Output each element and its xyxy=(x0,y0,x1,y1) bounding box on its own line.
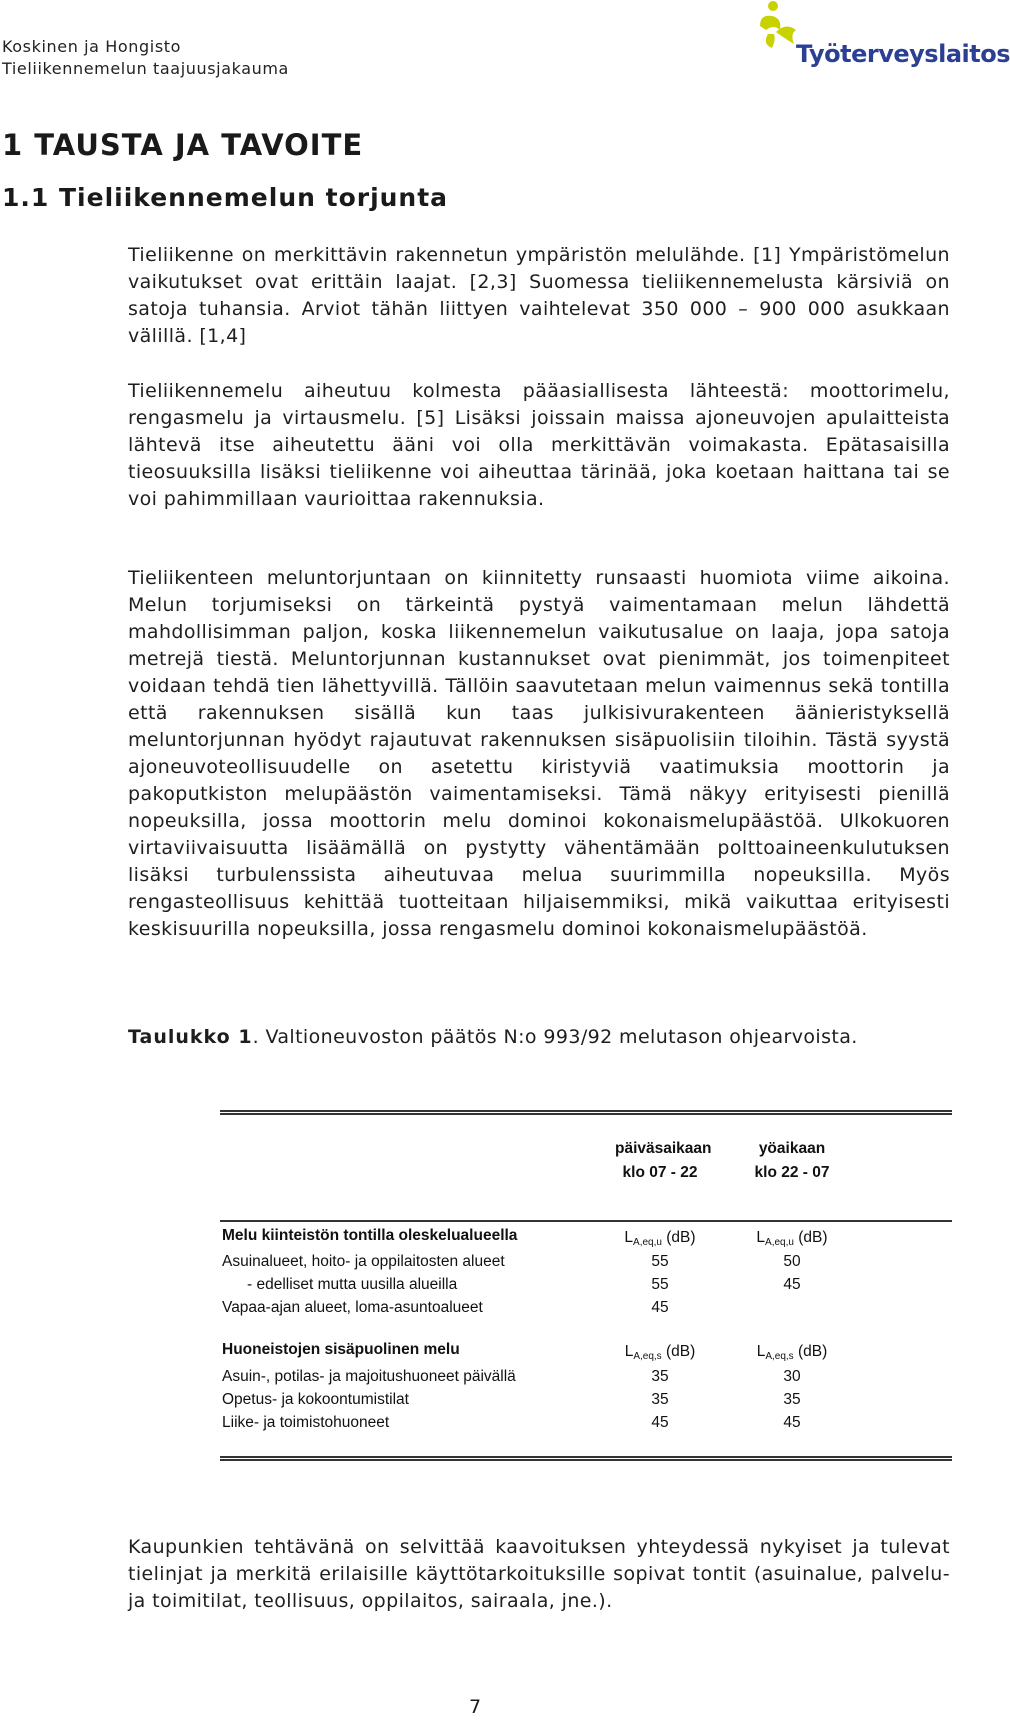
table-bottom-rule xyxy=(220,1456,952,1461)
paragraph-4: Kaupunkien tehtävänä on selvittää kaavoituksen yhteydessä nykyiset ja tulevat tielinjat ja merkitä erilaisille käyttötarkoituksille sopivat tontit (asuinalue, palvelu- ja toimitilat, teollisuus, oppilaitos, sairaala, jne.). xyxy=(128,1536,950,1612)
header-authors: Koskinen ja Hongisto xyxy=(2,37,182,56)
table-cell-night: 45 xyxy=(783,1276,801,1293)
section-outdoor-title: Melu kiinteistön tontilla oleskelualueella xyxy=(222,1227,518,1244)
section-indoor-unit-day: LA,eq,s (dB) xyxy=(624,1343,696,1362)
col-night-header: yöaikaan xyxy=(758,1140,826,1157)
header-doc-title: Tieliikennemelun taajuusjakauma xyxy=(2,59,289,78)
table-caption xyxy=(128,1024,950,1051)
table-row-label: Asuinalueet, hoito- ja oppilaitosten alueet xyxy=(222,1253,505,1270)
table-cell-day: 45 xyxy=(651,1299,669,1316)
table-row-label: Vapaa-ajan alueet, loma-asuntoalueet xyxy=(222,1299,483,1316)
caption-label: Taulukko 1 xyxy=(128,1026,253,1048)
table-cell-night: 50 xyxy=(783,1253,801,1270)
table-cell-day: 45 xyxy=(651,1414,669,1431)
chapter-heading: 1 TAUSTA JA TAVOITE xyxy=(2,128,364,162)
table-row-label: Asuin-, potilas- ja majoitushuoneet päivällä xyxy=(222,1368,516,1385)
noise-guideline-table xyxy=(220,1110,952,1464)
table-header-rule xyxy=(220,1220,952,1222)
table-cell-day: 55 xyxy=(651,1253,669,1270)
section-outdoor-unit-night: LA,eq,u (dB) xyxy=(756,1229,828,1248)
section-indoor-unit-night: LA,eq,s (dB) xyxy=(756,1343,828,1362)
table-cell-night: 35 xyxy=(783,1391,801,1408)
running-header xyxy=(2,36,289,80)
paragraph-1: Tieliikenne on merkittävin rakennetun ympäristön melulähde. [1] Ympäristömelun vaikutukset ovat erittäin laajat. [2,3] Suomessa tieliikennemelusta kärsiviä on satoja tuhansia. Arviot tähän liittyen vaihtelevat 350 000 – 900 000 asukkaan välillä. [1,4] xyxy=(128,244,950,347)
section-outdoor-unit-day: LA,eq,u (dB) xyxy=(624,1229,696,1248)
table-top-rule xyxy=(220,1110,952,1115)
caption-text: . Valtioneuvoston päätös N:o 993/92 melutason ohjearvoista. xyxy=(252,1026,858,1048)
col-day-header: päiväsaikaan xyxy=(615,1140,712,1157)
page-number: 7 xyxy=(468,1696,482,1718)
col-night-hours: klo 22 - 07 xyxy=(754,1164,830,1181)
table-row-label: Liike- ja toimistohuoneet xyxy=(222,1414,390,1431)
paragraph-3: Tieliikenteen meluntorjuntaan on kiinnitetty runsaasti huomiota viime aikoina. Melun torjumiseksi on tärkeintä pystyä vaimentamaan melun lähdettä mahdollisimman paljon, koska liikennemelun vaikutusalue on laaja, jopa satoja metrejä tiestä. Meluntorjunnan kustannukset ovat pienimmät, jos toimenpiteet voidaan tehdä tien lähettyvillä. Tällöin saavutetaan melun vaimennus sekä tontilla että rakennuksen sisällä kun taas julkisivurakenteen äänieristyksellä meluntorjunnan hyödyt rajautuvat rakennuksen sisäpuolisiin tiloihin. Tästä syystä ajoneuvoteollisuudelle on asetettu kiristyviä vaatimuksia moottorin ja pakoputkiston melupäästön vaimentamiseksi. Tämä näkyy erityisesti pienillä nopeuksilla, jossa moottorin melu dominoi kokonaismelupäästöä. Ulkokuoren virtaviivaisuutta lisäämällä on pystytty vähentämään polttoaineenkulutuksen lisäksi turbulenssista aiheutuvaa melua suurimmilla nopeuksilla. Myös rengasteollisuus kehittää tuotteitaan hiljaisemmiksi, mikä vaikuttaa erityisesti keskisuurilla nopeuksilla, jossa rengasmelu dominoi kokonaismelupäästöä. xyxy=(128,567,950,940)
section-heading: 1.1 Tieliikennemelun torjunta xyxy=(2,183,449,212)
table-cell-night: 30 xyxy=(783,1368,801,1385)
table-cell-night: 45 xyxy=(783,1414,801,1431)
table-row-label: Opetus- ja kokoontumistilat xyxy=(222,1391,409,1408)
ttl-logo xyxy=(754,0,1010,74)
table-cell-day: 35 xyxy=(651,1391,669,1408)
section-indoor-title: Huoneistojen sisäpuolinen melu xyxy=(222,1341,460,1358)
logo-wordmark: Työterveyslaitos xyxy=(796,40,1010,68)
paragraph-2: Tieliikennemelu aiheutuu kolmesta pääasiallisesta lähteestä: moottorimelu, rengasmelu ja virtausmelu. [5] Lisäksi joissain maissa ajoneuvojen apulaitteista lähtevä itse aiheutettu ääni voi olla merkittävän voimakasta. Epätasaisilla tieosuuksilla lisäksi tieliikenne voi aiheuttaa tärinää, joka koetaan haittana tai se voi pahimmillaan vaurioittaa rakennuksia. xyxy=(128,380,950,510)
table-row-label: - edelliset mutta uusilla alueilla xyxy=(247,1276,458,1293)
table-cell-day: 35 xyxy=(651,1368,669,1385)
col-day-hours: klo 07 - 22 xyxy=(622,1164,698,1181)
table-cell-day: 55 xyxy=(651,1276,669,1293)
